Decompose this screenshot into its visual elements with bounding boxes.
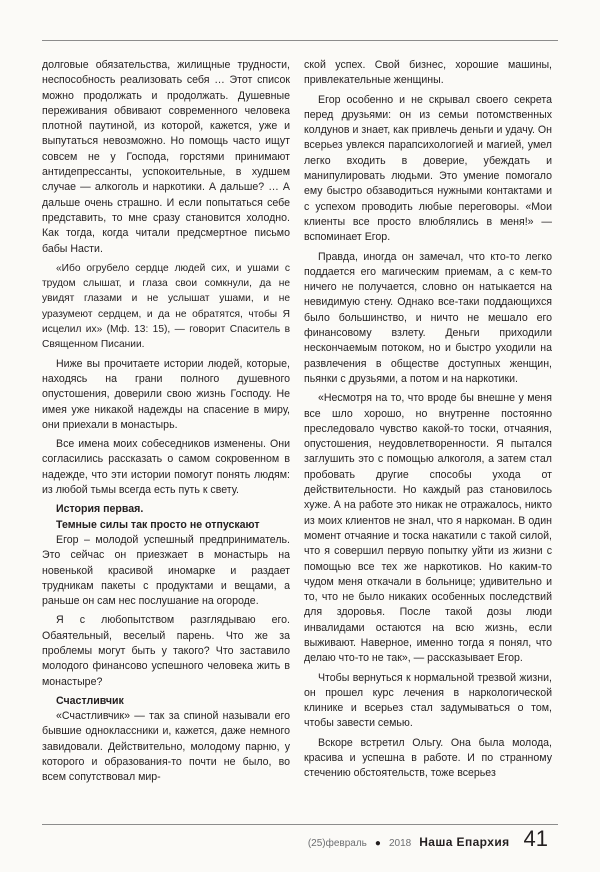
paragraph: Все имена моих собеседников изменены. Они согласились рассказать о самом сокровенном в надежде, что эти истории помогут понять людям: из любой тьмы всегда есть путь к свету.	[42, 438, 290, 497]
magazine-title: Наша Епархия	[419, 835, 510, 849]
section-subheading: Счастливчик	[56, 694, 124, 707]
section-heading: История первая.	[56, 503, 144, 516]
page-footer	[308, 826, 548, 852]
paragraph: Егор – молодой успешный предприниматель. Это сейчас он приезжает в монастырь на новенькой красивой иномарке и раздает трудникам пакеты с продуктами и вещами, а раньше он сам нес послушание на огороде.	[42, 533, 290, 608]
bullet-separator: ●	[374, 838, 381, 849]
paragraph: Чтобы вернуться к нормальной трезвой жизни, он прошел курс лечения в наркологической клинике и всерьез стал задумываться о том, чтобы завести семью.	[304, 671, 552, 730]
column-right	[304, 58, 552, 818]
paragraph: «Счастливчик» — так за спиной называли его бывшие одноклассники и, кажется, даже немного завидовали. Действительно, молодому парню, у которого и образования-то почти не было, во всем сопутствовал мир-	[42, 710, 290, 784]
paragraph-continuation: долговые обязательства, жилищные трудности, неспособность реализовать себя … Этот список можно продолжать и продолжать. Душевные переживания обвивают современного человека плотной паутиной, из которой, кажется, уже и выпутаться невозможно. Но помощь часто ищут совсем не у Господа, горстями принимают антидепрессанты, успокоительные, в худшем случае — алкоголь и наркотики. А дальше? … А дальше очень страшно. И если попытаться себе представить, то мне сразу становится холодно. Как тогда, когда читали предсмертное письмо бабы Насти.	[42, 59, 290, 255]
section-subheading: Темные силы так просто не отпускают	[56, 518, 260, 531]
paragraph-continuation: ской успех. Свой бизнес, хорошие машины, привлекательные женщины.	[304, 59, 552, 87]
article-body	[42, 58, 552, 818]
issue-label: (25)февраль	[307, 838, 367, 849]
issue-year: 2018	[388, 838, 412, 849]
page-number: 41	[523, 826, 548, 851]
paragraph: Я с любопытством разглядываю его. Обаятельный, веселый парень. Что же за проблемы могут быть у такого? Что заставило молодого финансово успешного человека жить в монастыре?	[42, 614, 290, 688]
paragraph: Правда, иногда он замечал, что кто-то легко поддается его магическим приемам, а с кем-то ничего не получается, словно он натыкается на невидимую стену. Однако все-таки поддающихся было большинство, и ничто не мешало его финансовому взлету. Деньги приходили нескончаемым потоком, но и быстро уходили на развлечения в обществе доступных женщин, пьянки с друзьями, а потом и на наркотики.	[304, 250, 552, 385]
paragraph: Вскоре встретил Ольгу. Она была молода, красива и успешна в работе. И по странному стечению обстоятельств, тоже всерьез	[304, 736, 552, 780]
top-rule	[42, 40, 558, 41]
paragraph: «Несмотря на то, что вроде бы внешне у меня все шло хорошо, но внутренне постоянно преследовало чувство какой-то тоски, отчаяния, опустошения, неудовлетворенности. Я пытался заглушить это с помощью алкоголя, а затем стал пробовать другие способы ухода от действительности. Но каждый раз становилось хуже. А на работе это никак не отражалось, никто из моих клиентов не знал, что я наркоман. В один момент отчаяние и тоска накатили с такой силой, что я совершил первую попытку уйти из жизни с помощью все тех же наркотиков. Но каким-то чудом меня откачали в больнице; удивительно и то, что не было никаких особенных последствий для здоровья. После такой дозы люди инвалидами остаются на всю жизнь, если выживают. Наверное, именно тогда я понял, что делаю что-то не так», — рассказывает Егор.	[304, 392, 552, 665]
column-left	[42, 58, 290, 818]
bottom-rule	[42, 824, 558, 825]
paragraph: Егор особенно и не скрывал своего секрета перед друзьями: он из семьи потомственных колдунов и знает, как привлечь деньги и удачу. Он всерьез увлекся парапсихологией и магией, умел легко входить в доверие, убеждать и манипулировать людьми. Это умение помогало ему быстро обзаводиться нужными контактами и с успехом проводить любые переговоры. «Мои клиенты все просто влюблялись в меня!» — вспоминает Егор.	[304, 93, 552, 244]
scripture-quote: «Ибо огрубело сердце людей сих, и ушами с трудом слышат, и глаза свои сомкнули, да не увидят глазами и не услышат ушами, и не уразумеют сердцем, и да не обратятся, чтобы Я исцелил их» (Мф. 13: 15), — говорит Спаситель в Священном Писании.	[42, 262, 290, 351]
paragraph: Ниже вы прочитаете истории людей, которые, находясь на грани полного душевного опустошения, доверили свою жизнь Господу. Не имея уже никакой надежды на спасение в миру, они приехали в монастырь.	[42, 357, 290, 431]
